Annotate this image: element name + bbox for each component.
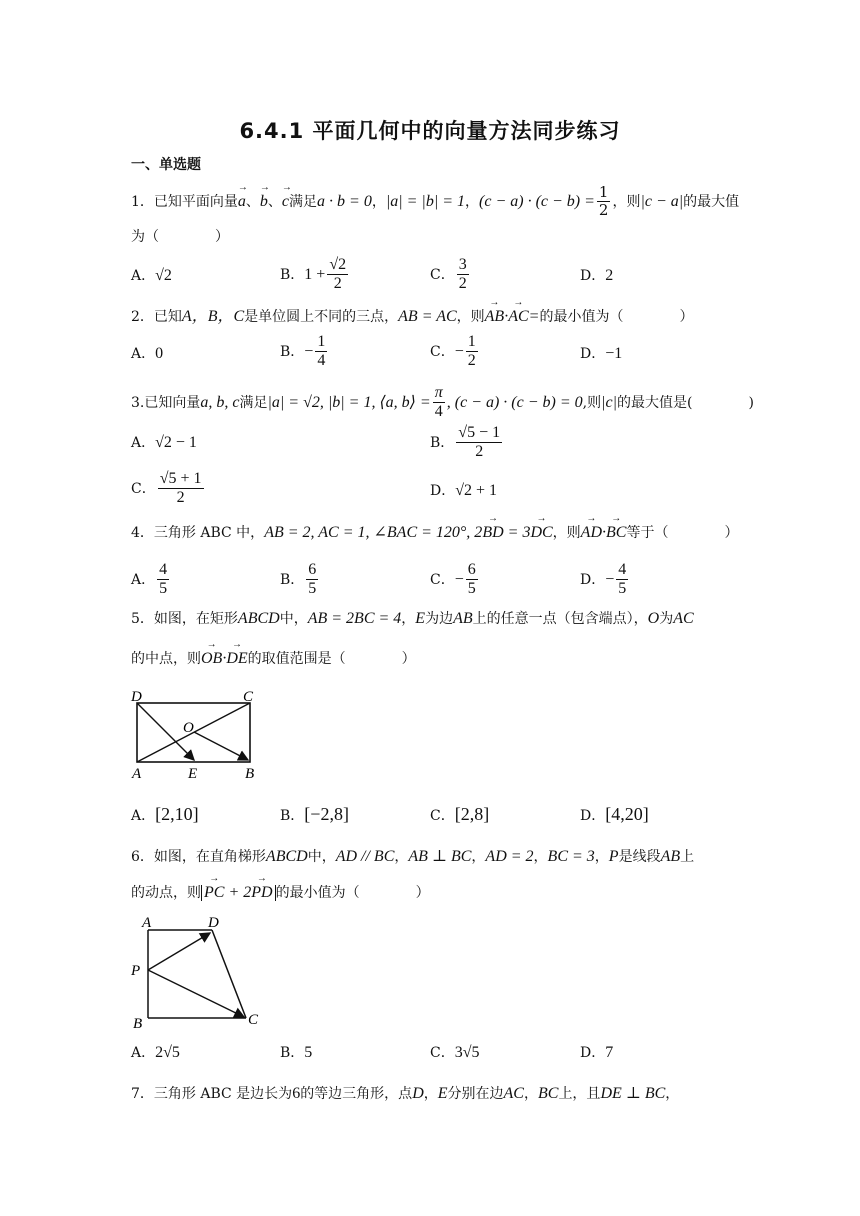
q3-option-d[interactable]: D．√2 + 1: [430, 482, 498, 499]
question-1-stem: 1．已知平面向量→ a、→ b、→ c满足a · b = 0，|a| = |b| = 1，(c − a) · (c − b) = $\frac{1}{2}$ ，则|c − a|的最大值: [131, 184, 739, 220]
q6-option-c[interactable]: C．3√5: [430, 1044, 480, 1061]
label-d: D: [208, 915, 219, 931]
page-title: 6.4.1 平面几何中的向量方法同步练习: [239, 119, 621, 143]
label-e: E: [188, 766, 198, 780]
label-a: A: [142, 915, 152, 931]
section-heading: 一、单选题: [131, 157, 201, 173]
question-1-stem-cont: 为（ ）: [131, 229, 229, 245]
label-c: C: [243, 689, 254, 705]
vector-ob: [194, 732, 248, 760]
label-p: P: [131, 963, 141, 979]
question-5-stem: 5．如图，在矩形ABCD中，AB = 2BC = 4，E为边AB上的任意一点（包含端点），O为AC: [131, 610, 694, 627]
fraction: $\frac{1}{2}$: [598, 183, 609, 220]
q4-option-a[interactable]: A． $\frac{4}{5}$: [131, 561, 168, 598]
label-o: O: [183, 720, 194, 736]
q3-option-a[interactable]: A．√2 − 1: [131, 434, 197, 451]
q5-option-c[interactable]: C．[2,8]: [430, 804, 490, 824]
q6-option-b[interactable]: B．5: [280, 1044, 313, 1061]
question-3-stem: 3.已知向量a, b, c满足|a| = √2, |b| = 1, ⟨a, b⟩ = $\frac{\pi}{4}$ , (c − a) · (c − b) = 0,则|c|的最大值是( ): [131, 384, 754, 421]
q4-option-d[interactable]: D．− $\frac{4}{5}$: [580, 561, 627, 598]
q1-option-c[interactable]: C． $\frac{3}{2}$: [430, 256, 467, 293]
q5-option-d[interactable]: D．[4,20]: [580, 804, 649, 824]
label-b: B: [133, 1016, 143, 1032]
q5-option-b[interactable]: B．[−2,8]: [280, 804, 349, 824]
rectangle-figure: [128, 688, 263, 780]
question-2-stem: 2．已知A，B，C是单位圆上不同的三点，AB = AC，则→ AB·→ AC=的最小值为（ ）: [131, 303, 693, 326]
q3-option-c[interactable]: C． $\frac{√5 + 1}{2}$: [131, 470, 202, 507]
side-dc: [212, 930, 246, 1018]
q5-option-a[interactable]: A．[2,10]: [131, 804, 199, 824]
q2-option-d[interactable]: D．−1: [580, 345, 623, 362]
q6-option-d[interactable]: D．7: [580, 1044, 614, 1061]
label-c: C: [248, 1012, 259, 1028]
question-6-stem: 6．如图，在直角梯形ABCD中，AD // BC，AB ⊥ BC，AD = 2，BC = 3，P是线段AB上: [131, 848, 695, 865]
question-7-stem: 7．三角形 ABC 是边长为6的等边三角形，点D，E分别在边AC，BC上，且DE ⊥ BC，: [131, 1085, 680, 1102]
question-6-stem-cont: 的动点，则→ PC + 2→ PD 的最小值为（ ）: [131, 882, 430, 902]
label-d: D: [131, 689, 142, 705]
trapezoid-figure: [128, 912, 268, 1034]
q3-option-b[interactable]: B． $\frac{√5 - 1}{2}$: [430, 424, 501, 461]
q4-option-c[interactable]: C．− $\frac{6}{5}$: [430, 561, 476, 598]
label-a: A: [132, 766, 142, 780]
vector-pd: [148, 933, 210, 970]
q2-option-b[interactable]: B．− $\frac{1}{4}$: [280, 333, 326, 370]
question-5-stem-cont: 的中点，则→ OB·→ DE的取值范围是（ ）: [131, 648, 416, 668]
q2-option-c[interactable]: C．− $\frac{1}{2}$: [430, 333, 476, 370]
q6-option-a[interactable]: A．2√5: [131, 1044, 180, 1061]
q1-option-b[interactable]: B．1 + $\frac{√2}{2}$: [280, 256, 347, 293]
q4-option-b[interactable]: B． $\frac{6}{5}$: [280, 561, 317, 598]
q1-option-a[interactable]: A．√2: [131, 267, 172, 284]
q1-option-d[interactable]: D．2: [580, 267, 614, 284]
label-b: B: [245, 766, 255, 780]
question-4-stem: 4．三角形 ABC 中，AB = 2, AC = 1, ∠BAC = 120°, 2→ BD = 3→ DC，则→ AD·→ BC等于（ ）: [131, 522, 738, 542]
q2-option-a[interactable]: A．0: [131, 345, 164, 362]
